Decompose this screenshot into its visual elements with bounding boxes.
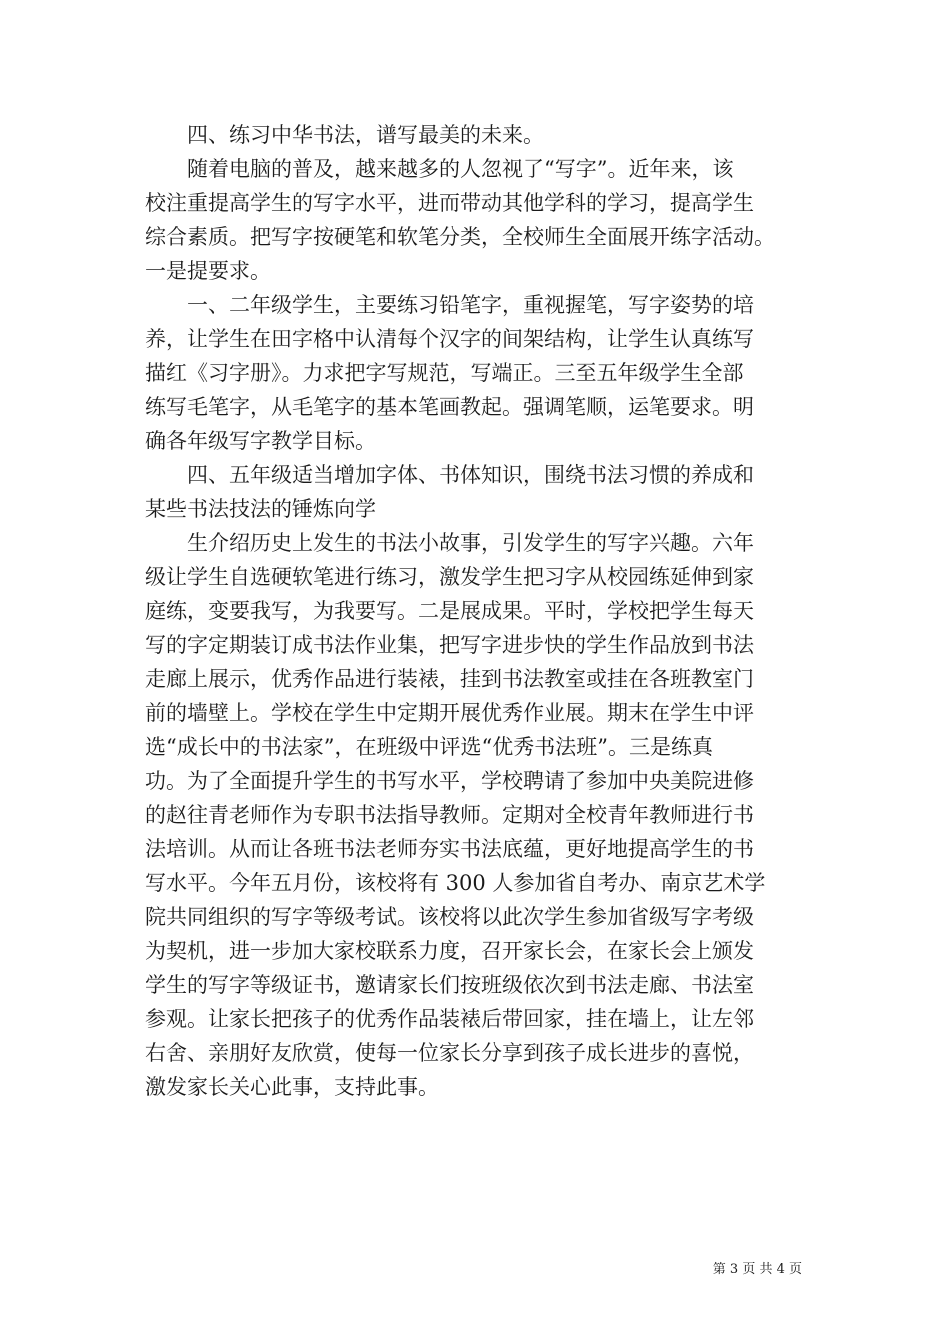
document-body [145, 118, 815, 1104]
text-line: 一、二年级学生，主要练习铅笔字，重视握笔，写字姿势的培 [187, 293, 754, 317]
text-line: 的赵往青老师作为专职书法指导教师。定期对全校青年教师进行书 [145, 803, 754, 827]
text-line: 描红《习字册》。力求把字写规范，写端正。三至五年级学生全部 [145, 361, 744, 385]
text-line: 学生的写字等级证书，邀请家长们按班级依次到书法走廊、书法室 [145, 973, 754, 997]
text-line: 激发家长关心此事，支持此事。 [145, 1075, 439, 1099]
paragraph-intro [145, 152, 815, 288]
text-line: 法培训。从而让各班书法老师夯实书法底蕴，更好地提高学生的书 [145, 837, 754, 861]
text-line: 走廊上展示，优秀作品进行装裱，挂到书法教室或挂在各班教室门 [145, 667, 754, 691]
text-line: 级让学生自选硬软笔进行练习，激发学生把习字从校园练延伸到家 [145, 565, 754, 589]
text-line: 四、五年级适当增加字体、书体知识，围绕书法习惯的养成和 [187, 463, 754, 487]
text-line: 随着电脑的普及，越来越多的人忽视了“写字”。近年来，该 [187, 157, 734, 181]
text-line: 生介绍历史上发生的书法小故事，引发学生的写字兴趣。六年 [187, 531, 754, 555]
paragraph-heading-four [145, 118, 815, 152]
paragraph-grades-four-five [145, 458, 815, 526]
text-line: 四、练习中华书法，谱写最美的未来。 [187, 123, 544, 147]
text-line: 庭练，变要我写，为我要写。二是展成果。平时，学校把学生每天 [145, 599, 754, 623]
text-line: 为契机，进一步加大家校联系力度，召开家长会，在家长会上颁发 [145, 939, 754, 963]
text-line: 养，让学生在田字格中认清每个汉字的间架结构，让学生认真练写 [145, 327, 754, 351]
text-line: 确各年级写字教学目标。 [145, 429, 376, 453]
paragraph-grades-one-two [145, 288, 815, 458]
text-line: 选“成长中的书法家”，在班级中评选“优秀书法班”。三是练真 [145, 735, 713, 759]
text-line: 校注重提高学生的写字水平，进而带动其他学科的学习，提高学生 [145, 191, 754, 215]
text-line: 某些书法技法的锤炼向学 [145, 497, 376, 521]
text-line: 功。为了全面提升学生的书写水平，学校聘请了参加中央美院进修 [145, 769, 754, 793]
text-line: 写的字定期装订成书法作业集，把写字进步快的学生作品放到书法 [145, 633, 754, 657]
text-line: 练写毛笔字，从毛笔字的基本笔画教起。强调笔顺，运笔要求。明 [145, 395, 754, 419]
text-line: 右舍、亲朋好友欣赏，使每一位家长分享到孩子成长进步的喜悦， [145, 1041, 754, 1065]
page-number: 第 3 页 共 4 页 [712, 1262, 802, 1277]
text-line: 写水平。今年五月份，该校将有 300 人参加省自考办、南京艺术学 [145, 871, 766, 895]
text-line: 参观。让家长把孩子的优秀作品装裱后带回家，挂在墙上，让左邻 [145, 1007, 754, 1031]
text-line: 一是提要求。 [145, 259, 271, 283]
text-line: 院共同组织的写字等级考试。该校将以此次学生参加省级写字考级 [145, 905, 754, 929]
paragraph-main [145, 526, 815, 1104]
text-line: 前的墙壁上。学校在学生中定期开展优秀作业展。期末在学生中评 [145, 701, 754, 725]
text-line: 综合素质。把写字按硬笔和软笔分类，全校师生全面展开练字活动。 [145, 225, 775, 249]
